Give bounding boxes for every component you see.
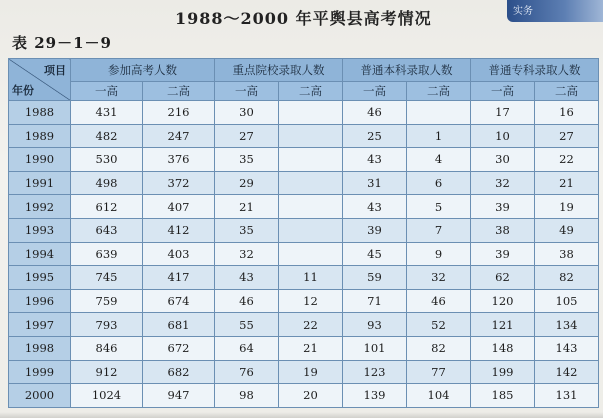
year-cell: 1996 [9, 289, 71, 313]
table-row [9, 289, 599, 313]
value-cell: 22 [535, 148, 599, 172]
table-row [9, 266, 599, 290]
value-cell: 247 [143, 124, 215, 148]
value-cell: 10 [471, 124, 535, 148]
year-cell: 1988 [9, 101, 71, 125]
group-header: 普通专科录取人数 [471, 59, 599, 82]
value-cell: 93 [343, 313, 407, 337]
value-cell [279, 124, 343, 148]
value-cell: 43 [343, 148, 407, 172]
value-cell: 82 [535, 266, 599, 290]
year-label: 年份 [12, 84, 34, 97]
value-cell: 682 [143, 360, 215, 384]
sub-header: 二高 [279, 82, 343, 101]
value-cell: 185 [471, 384, 535, 408]
value-cell: 46 [215, 289, 279, 313]
value-cell: 123 [343, 360, 407, 384]
value-cell: 46 [407, 289, 471, 313]
value-cell: 39 [471, 242, 535, 266]
item-label: 项目 [44, 64, 66, 77]
value-cell: 98 [215, 384, 279, 408]
value-cell: 1 [407, 124, 471, 148]
year-cell: 1989 [9, 124, 71, 148]
value-cell: 55 [215, 313, 279, 337]
table-row [9, 124, 599, 148]
value-cell: 101 [343, 336, 407, 360]
value-cell: 947 [143, 384, 215, 408]
value-cell: 43 [215, 266, 279, 290]
table-row [9, 218, 599, 242]
value-cell: 16 [535, 101, 599, 125]
value-cell: 372 [143, 171, 215, 195]
value-cell: 530 [71, 148, 143, 172]
value-cell: 20 [279, 384, 343, 408]
value-cell: 38 [535, 242, 599, 266]
value-cell: 17 [471, 101, 535, 125]
group-header: 重点院校录取人数 [215, 59, 343, 82]
value-cell: 1024 [71, 384, 143, 408]
value-cell: 21 [535, 171, 599, 195]
year-cell: 1997 [9, 313, 71, 337]
value-cell [279, 218, 343, 242]
value-cell: 21 [279, 336, 343, 360]
value-cell: 35 [215, 218, 279, 242]
table-row [9, 242, 599, 266]
value-cell: 62 [471, 266, 535, 290]
corner-header-cell [9, 59, 71, 101]
value-cell: 407 [143, 195, 215, 219]
value-cell: 199 [471, 360, 535, 384]
value-cell: 482 [71, 124, 143, 148]
value-cell: 27 [215, 124, 279, 148]
value-cell: 22 [279, 313, 343, 337]
value-cell: 30 [215, 101, 279, 125]
value-cell: 417 [143, 266, 215, 290]
value-cell: 4 [407, 148, 471, 172]
value-cell: 49 [535, 218, 599, 242]
table-row [9, 336, 599, 360]
value-cell: 32 [215, 242, 279, 266]
value-cell: 498 [71, 171, 143, 195]
value-cell: 105 [535, 289, 599, 313]
sub-header: 二高 [143, 82, 215, 101]
value-cell: 759 [71, 289, 143, 313]
corner-label: 实务 [513, 6, 533, 17]
year-cell: 2000 [9, 384, 71, 408]
year-cell: 1995 [9, 266, 71, 290]
value-cell: 59 [343, 266, 407, 290]
value-cell: 12 [279, 289, 343, 313]
value-cell: 30 [471, 148, 535, 172]
value-cell: 7 [407, 218, 471, 242]
value-cell: 76 [215, 360, 279, 384]
value-cell: 104 [407, 384, 471, 408]
value-cell: 39 [471, 195, 535, 219]
value-cell [279, 101, 343, 125]
value-cell: 9 [407, 242, 471, 266]
year-cell: 1993 [9, 218, 71, 242]
table-number: 表 29－1－9 [12, 34, 112, 52]
table-row [9, 148, 599, 172]
year-cell: 1990 [9, 148, 71, 172]
sub-header: 二高 [535, 82, 599, 101]
value-cell: 21 [215, 195, 279, 219]
value-cell: 32 [407, 266, 471, 290]
value-cell: 35 [215, 148, 279, 172]
value-cell: 31 [343, 171, 407, 195]
value-cell [279, 171, 343, 195]
value-cell: 52 [407, 313, 471, 337]
value-cell: 11 [279, 266, 343, 290]
sub-header: 一高 [471, 82, 535, 101]
sub-header: 一高 [343, 82, 407, 101]
value-cell: 612 [71, 195, 143, 219]
value-cell: 82 [407, 336, 471, 360]
value-cell: 45 [343, 242, 407, 266]
value-cell: 431 [71, 101, 143, 125]
page-title: 1988～2000 年平舆县高考情况 [175, 9, 432, 28]
value-cell: 376 [143, 148, 215, 172]
value-cell: 793 [71, 313, 143, 337]
sub-header: 一高 [215, 82, 279, 101]
value-cell: 846 [71, 336, 143, 360]
value-cell: 120 [471, 289, 535, 313]
value-cell: 71 [343, 289, 407, 313]
value-cell [279, 242, 343, 266]
page-shadow [0, 412, 603, 418]
table-row [9, 171, 599, 195]
value-cell: 148 [471, 336, 535, 360]
value-cell: 64 [215, 336, 279, 360]
value-cell: 745 [71, 266, 143, 290]
group-header: 普通本科录取人数 [343, 59, 471, 82]
value-cell: 139 [343, 384, 407, 408]
value-cell: 19 [535, 195, 599, 219]
table-row [9, 313, 599, 337]
value-cell: 643 [71, 218, 143, 242]
value-cell: 681 [143, 313, 215, 337]
value-cell: 38 [471, 218, 535, 242]
year-cell: 1992 [9, 195, 71, 219]
value-cell: 403 [143, 242, 215, 266]
table-row [9, 101, 599, 125]
year-cell: 1994 [9, 242, 71, 266]
value-cell: 6 [407, 171, 471, 195]
table-row [9, 195, 599, 219]
year-cell: 1999 [9, 360, 71, 384]
value-cell: 674 [143, 289, 215, 313]
table-row [9, 384, 599, 408]
value-cell: 134 [535, 313, 599, 337]
value-cell [279, 195, 343, 219]
value-cell: 43 [343, 195, 407, 219]
value-cell: 131 [535, 384, 599, 408]
value-cell: 412 [143, 218, 215, 242]
value-cell: 216 [143, 101, 215, 125]
value-cell: 19 [279, 360, 343, 384]
admissions-table [8, 58, 599, 408]
value-cell [279, 148, 343, 172]
value-cell: 639 [71, 242, 143, 266]
value-cell: 5 [407, 195, 471, 219]
value-cell [407, 101, 471, 125]
year-cell: 1998 [9, 336, 71, 360]
year-cell: 1991 [9, 171, 71, 195]
value-cell: 32 [471, 171, 535, 195]
value-cell: 27 [535, 124, 599, 148]
group-header: 参加高考人数 [71, 59, 215, 82]
value-cell: 143 [535, 336, 599, 360]
value-cell: 142 [535, 360, 599, 384]
value-cell: 672 [143, 336, 215, 360]
value-cell: 39 [343, 218, 407, 242]
value-cell: 25 [343, 124, 407, 148]
value-cell: 46 [343, 101, 407, 125]
value-cell: 29 [215, 171, 279, 195]
value-cell: 912 [71, 360, 143, 384]
value-cell: 121 [471, 313, 535, 337]
value-cell: 77 [407, 360, 471, 384]
table-row [9, 360, 599, 384]
sub-header: 一高 [71, 82, 143, 101]
sub-header: 二高 [407, 82, 471, 101]
